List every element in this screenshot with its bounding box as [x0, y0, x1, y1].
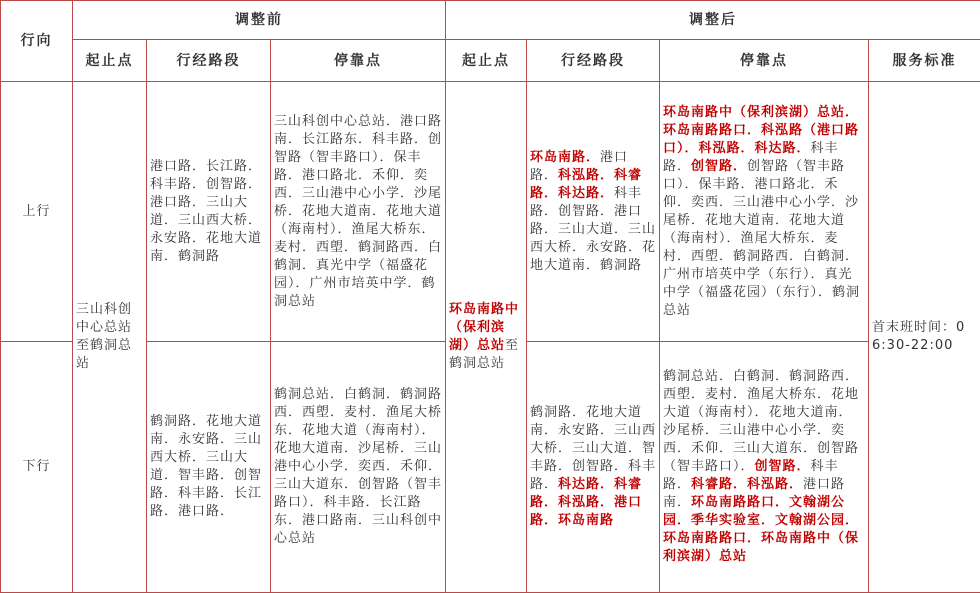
- after-up-stops-b: 创智路（智丰路口）．保丰路．港口路北．禾仰．奕西．三山港中心小学．沙尾桥．花地大道南．花地大道（海南村）．渔尾大桥东．麦村．西塱．鹤洞路西．白鹤洞．广州市培英中学（东行）．真光中学（福盛花园）（东行）．鹤洞总站: [663, 158, 861, 318]
- after-down-stops-a: 鹤洞总站．白鹤洞．鹤洞路西．西塱．麦村．渔尾大桥东．花地大道（海南村）．花地大道南．沙尾桥．三山港中心小学．奕西．禾仰．三山大道东．创智路（智丰路口）．: [663, 369, 860, 474]
- after-up-route-a: 港口路．: [530, 149, 629, 183]
- before-up-route: 港口路．长江路．科丰路．创智路．港口路．三山大道．三山西大桥．永安路．花地大道南．鹤洞路: [147, 82, 271, 342]
- service-standard: 首末班时间：06:30-22:00: [869, 82, 980, 593]
- header-after-stops: 停靠点: [660, 40, 869, 82]
- header-before-route: 行经路段: [147, 40, 271, 82]
- after-up-stops-hl2: 创智路．: [691, 158, 748, 174]
- after-endpoints-rest: 至鹤洞总站: [449, 338, 520, 371]
- direction-down: 下行: [1, 342, 73, 593]
- after-up-stops: [660, 82, 869, 342]
- after-down-stops-hl1: 创智路．: [754, 459, 811, 474]
- header-after-route: 行经路段: [527, 40, 660, 82]
- after-endpoints-highlight: 环岛南路中（保利滨湖）总站: [449, 302, 520, 353]
- before-up-stops: 三山科创中心总站．港口路南．长江路东．科丰路．创智路（智丰路口）．保丰路．港口路北．禾仰．奕西．三山港中心小学．沙尾桥．花地大道南．花地大道（海南村）．渔尾大桥东．麦村．西塱．鹤洞路西．白鹤洞．真光中学（福盛花园）．广州市培英中学．鹤洞总站: [271, 82, 446, 342]
- after-up-route-hl2: 科泓路．科睿路．科达路．: [530, 167, 643, 201]
- after-down-route: [527, 342, 660, 593]
- after-up-route-b: 科丰路．创智路．港口路．三山大道．三山西大桥．永安路．花地大道南．鹤洞路: [530, 185, 657, 273]
- before-down-route: 鹤洞路．花地大道南．永安路．三山西大桥．三山大道．智丰路．创智路．科丰路．长江路．港口路．: [147, 342, 271, 593]
- after-down-stops-c: 港口路南．: [663, 477, 846, 510]
- after-down-stops-b: 科丰路．: [663, 459, 839, 492]
- header-before-endpoints: 起止点: [73, 40, 147, 82]
- after-up-route-hl1: 环岛南路．: [530, 149, 601, 165]
- header-before-stops: 停靠点: [271, 40, 446, 82]
- after-down-stops: [660, 342, 869, 593]
- header-direction: 行向: [1, 1, 73, 82]
- after-down-route-hl: 科达路．科睿路．科泓路．港口路．环岛南路: [530, 477, 643, 528]
- before-endpoints: 三山科创中心总站至鹤洞总站: [73, 82, 147, 593]
- header-after-endpoints: 起止点: [446, 40, 527, 82]
- header-before: 调整前: [73, 1, 446, 40]
- header-after: 调整后: [446, 1, 980, 40]
- after-up-stops-hl1: 环岛南路中（保利滨湖）总站．环岛南路路口．科泓路（港口路口）．科泓路．科达路．: [663, 104, 860, 156]
- after-up-route: [527, 82, 660, 342]
- after-endpoints: [446, 82, 527, 593]
- header-service-standard: 服务标准: [869, 40, 980, 82]
- after-down-route-a: 鹤洞路．花地大道南．永安路．三山西大桥．三山大道．智丰路．创智路．科丰路．: [530, 405, 657, 492]
- after-down-stops-hl2: 科睿路．科泓路．: [691, 477, 804, 492]
- after-down-stops-hl3: 环岛南路路口．文翰湖公园．季华实验室．文翰湖公园．环岛南路路口．环岛南路中（保利滨湖）总站: [663, 495, 860, 564]
- after-up-stops-a: 科丰路．: [663, 140, 839, 174]
- before-down-stops: 鹤洞总站．白鹤洞．鹤洞路西．西塱．麦村．渔尾大桥东．花地大道（海南村）．花地大道南．沙尾桥．三山港中心小学．奕西．禾仰．三山大道东．创智路（智丰路口）．科丰路．长江路东．港口路南．三山科创中心总站: [271, 342, 446, 593]
- direction-up: 上行: [1, 82, 73, 342]
